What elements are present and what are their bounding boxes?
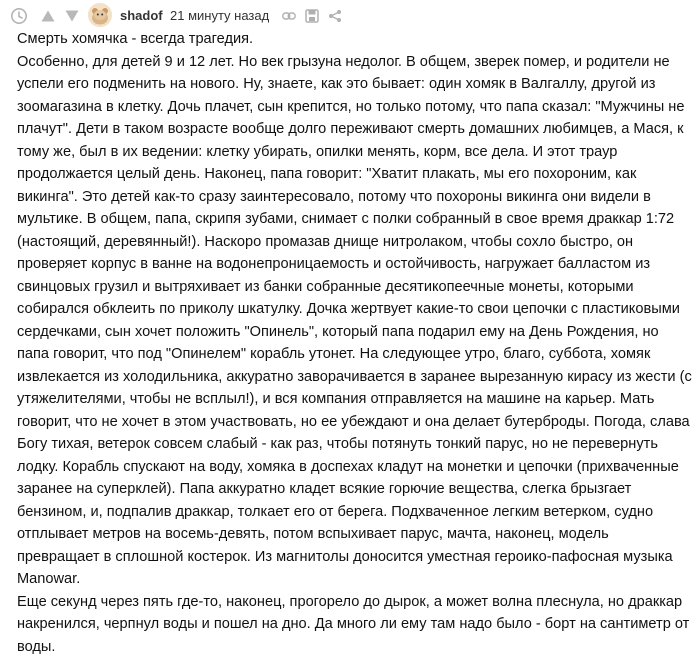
avatar[interactable] [88,3,112,27]
comment-body [17,28,693,658]
save-icon[interactable] [305,9,319,23]
upvote-arrow-icon[interactable] [40,9,56,23]
comment-paragraph: Смерть хомячка - всегда трагедия. [17,28,693,51]
history-clock-icon[interactable] [10,7,28,25]
link-icon[interactable] [282,10,296,22]
timestamp[interactable]: 21 минуту назад [170,8,269,23]
share-icon[interactable] [328,9,342,23]
username[interactable]: shadof [120,8,163,23]
comment-paragraph: Еще секунд через пять где-то, наконец, прогорело до дырок, а может волна плеснула, но драккар накренился, черпнул воды и пошел на дно. Да много ли ему там надо было - борт на сантиметр от воды. [17,591,693,658]
comment-paragraph: Особенно, для детей 9 и 12 лет. Но век грызуна недолог. В общем, зверек помер, и родители не успели его подменить на нового. Ну, знаете, как это бывает: один хомяк в Валгаллу, другой из зоомагазина в клетку. Дочь плачет, сын крепится, но только потому, что папа сказал: "Мужчины не плачут". Дети в таком возрасте вообще долго переживают смерть домашних любимцев, а Мася, к тому же, был в их ведении: клетку убирать, опилки менять, корм, все дела. И этот траур продолжается целый день. Наконец, папа говорит: "Хватит плакать, мы его похороним, как викинга". Это детей как-то сразу заинтересовало, потому что похороны викинга они видели в мультике. В общем, папа, скрипя зубами, снимает с полки собранный в свое время драккар 1:72 (настоящий, деревянный!). Наскоро промазав днище нитролаком, чтобы сохло быстро, он проверяет корпус в ванне на водонепроницаемость и остойчивость, нагружает балластом из свинцовых грузил и вытряхивает из банки собранные десятикопеечные монеты, которыми собирался обклеить по приколу шкатулку. Дочка жертвует какие-то свои цепочки с пластиковыми сердечками, сын хочет положить "Опинель", который папа подарил ему на День Рождения, но папа говорит, что под "Опинелем" корабль утонет. На следующее утро, благо, суббота, хомяк извлекается из холодильника, аккуратно заворачивается в заранее вырезанную кирасу из жести (с утяжелителями, чтобы не всплыл!), и вся компания отправляется на машине на карьер. Мать говорит, что не хочет в этом участвовать, но ее убеждают и она делает бутерброды. Погода, слава Богу тихая, ветерок совсем слабый - как раз, чтобы потянуть тонкий парус, но не перевернуть лодку. Корабль спускают на воду, хомяка в доспехах кладут на монетки и цепочки (прихваченные заранее на суперклей). Папа аккуратно кладет всякие горючие вещества, слегка брызгает бензином, и, подпалив драккар, толкает его от берега. Подхваченное легким ветерком, судно отплывает метров на восемь-девять, потом вспыхивает парус, мачта, наконец, модель превращает в сплошной костерок. Из магнитолы доносится уместная героико-пафосная музыка Manowar. [17,51,693,591]
downvote-arrow-icon[interactable] [64,9,80,23]
